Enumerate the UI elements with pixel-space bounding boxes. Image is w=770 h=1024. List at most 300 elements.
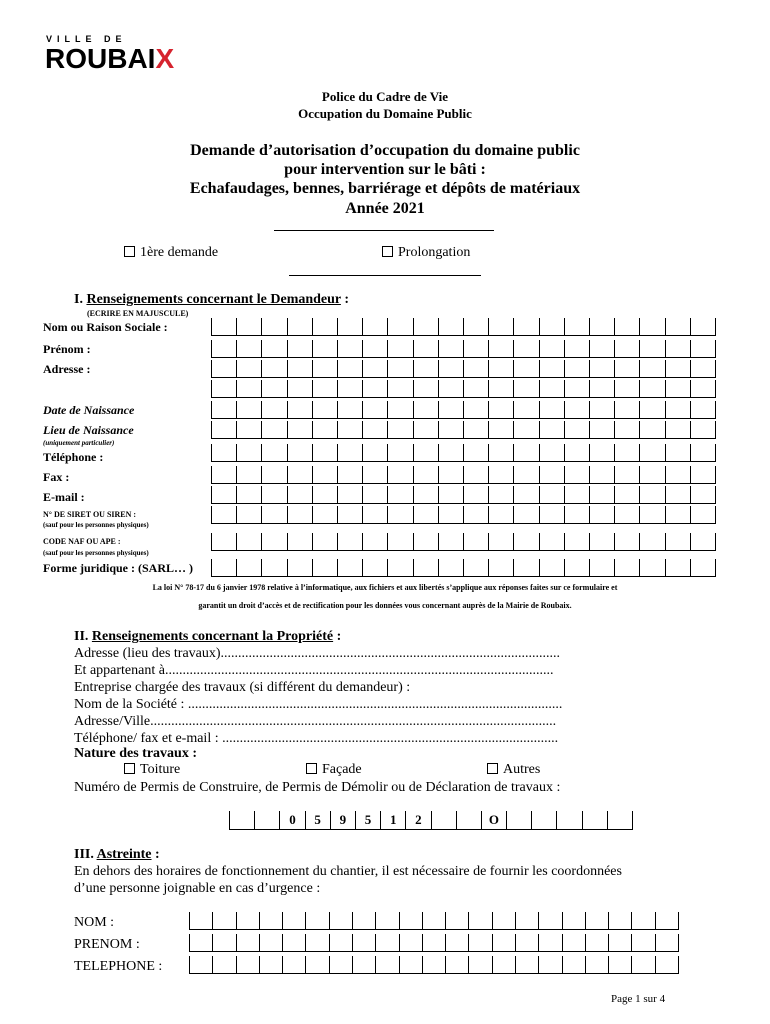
char-box: [352, 956, 375, 973]
char-box: [211, 421, 236, 438]
input-contact-telephone[interactable]: [189, 956, 679, 974]
char-box: [538, 934, 561, 951]
label-contact-prenom: PRENOM :: [74, 937, 140, 952]
char-box: [212, 934, 235, 951]
char-box: [614, 340, 639, 357]
option-roof[interactable]: [124, 762, 180, 778]
char-box: [639, 340, 664, 357]
siret-note: (sauf pour les personnes physiques): [43, 521, 149, 529]
char-box: [287, 360, 312, 377]
char-box: [690, 559, 716, 576]
label-contact-nom: NOM :: [74, 915, 115, 930]
char-box: [564, 318, 589, 335]
char-box: [413, 466, 438, 483]
char-box: [387, 421, 412, 438]
char-box: [337, 421, 362, 438]
char-box: [261, 486, 286, 503]
input-birthplace[interactable]: [211, 421, 716, 439]
logo-roubaix: [45, 44, 174, 74]
label-birthdate: Date de Naissance: [43, 403, 135, 417]
option-other[interactable]: [487, 762, 540, 778]
input-contact-prenom[interactable]: [189, 934, 679, 952]
char-box: [589, 380, 614, 397]
char-box: [445, 912, 468, 929]
char-box: [463, 340, 488, 357]
char-box: [614, 421, 639, 438]
permit-cell: 5: [305, 811, 330, 829]
char-box: [564, 380, 589, 397]
char-box: [690, 533, 716, 550]
char-box: [513, 466, 538, 483]
company-contact-line[interactable]: Téléphone/ fax et e-mail : ................................................................................................: [74, 731, 559, 746]
char-box: [665, 559, 690, 576]
char-box: [564, 466, 589, 483]
char-box: [631, 934, 654, 951]
char-box: [564, 444, 589, 461]
char-box: [589, 318, 614, 335]
char-box: [539, 401, 564, 418]
input-address-1[interactable]: [211, 360, 716, 378]
section3-heading: [74, 847, 160, 863]
char-box: [488, 559, 513, 576]
char-box: [329, 934, 352, 951]
char-box: [413, 340, 438, 357]
char-box: [513, 444, 538, 461]
char-box: [564, 360, 589, 377]
input-phone[interactable]: [211, 444, 716, 462]
char-box: [463, 360, 488, 377]
char-box: [488, 466, 513, 483]
char-box: [492, 934, 515, 951]
char-box: [690, 380, 716, 397]
char-box: [690, 401, 716, 418]
label-naf: CODE NAF OU APE :: [43, 537, 121, 546]
char-box: [488, 533, 513, 550]
char-box: [211, 360, 236, 377]
char-box: [513, 533, 538, 550]
char-box: [488, 486, 513, 503]
char-box: [189, 934, 212, 951]
char-box: [463, 401, 488, 418]
char-box: [562, 956, 585, 973]
char-box: [639, 559, 664, 576]
char-box: [488, 360, 513, 377]
company-address-line[interactable]: Adresse/Ville....................................................................................................................: [74, 714, 557, 729]
permit-cell: [556, 811, 581, 829]
char-box: [539, 421, 564, 438]
char-box: [445, 934, 468, 951]
permit-cell: [582, 811, 607, 829]
section3-suffix: :: [151, 847, 160, 862]
char-box: [513, 559, 538, 576]
char-box: [387, 444, 412, 461]
char-box: [362, 559, 387, 576]
char-box: [538, 912, 561, 929]
char-box: [488, 421, 513, 438]
char-box: [492, 956, 515, 973]
char-box: [438, 421, 463, 438]
char-box: [236, 506, 261, 523]
char-box: [562, 912, 585, 929]
char-box: [212, 956, 235, 973]
char-box: [259, 912, 282, 929]
char-box: [337, 380, 362, 397]
char-box: [312, 506, 337, 523]
char-box: [261, 559, 286, 576]
char-box: [282, 934, 305, 951]
char-box: [463, 380, 488, 397]
char-box: [211, 486, 236, 503]
birth-private-note: (uniquement particulier): [43, 439, 115, 447]
char-box: [539, 533, 564, 550]
char-box: [305, 934, 328, 951]
input-naf[interactable]: [211, 533, 716, 551]
input-address-2[interactable]: [211, 380, 716, 398]
char-box: [515, 912, 538, 929]
char-box: [211, 559, 236, 576]
char-box: [488, 444, 513, 461]
char-box: [375, 934, 398, 951]
char-box: [362, 486, 387, 503]
char-box: [614, 360, 639, 377]
char-box: [287, 506, 312, 523]
char-box: [287, 340, 312, 357]
char-box: [690, 340, 716, 357]
char-box: [362, 340, 387, 357]
char-box: [665, 318, 690, 335]
char-box: [261, 506, 286, 523]
char-box: [614, 466, 639, 483]
options-rule: [289, 275, 481, 276]
legal-notice-2: garantit un droit d’accès et de rectification pour les données vous concernant auprès de la Mairie de Roubaix.: [198, 601, 572, 610]
char-box: [614, 486, 639, 503]
char-box: [665, 466, 690, 483]
char-box: [639, 421, 664, 438]
char-box: [236, 360, 261, 377]
label-contact-telephone: TELEPHONE :: [74, 959, 163, 974]
char-box: [312, 401, 337, 418]
char-box: [562, 934, 585, 951]
input-siret[interactable]: [211, 506, 716, 524]
char-box: [422, 956, 445, 973]
char-box: [329, 956, 352, 973]
char-box: [387, 340, 412, 357]
char-box: [261, 466, 286, 483]
char-box: [445, 956, 468, 973]
char-box: [513, 380, 538, 397]
char-box: [212, 912, 235, 929]
char-box: [589, 559, 614, 576]
label-firstname: Prénom :: [43, 342, 91, 356]
char-box: [337, 486, 362, 503]
char-box: [438, 444, 463, 461]
char-box: [399, 956, 422, 973]
property-address-line[interactable]: Adresse (lieu des travaux).................................................................................................: [74, 646, 561, 661]
checkbox-first-request[interactable]: [124, 246, 135, 257]
char-box: [513, 421, 538, 438]
char-box: [352, 912, 375, 929]
char-box: [639, 444, 664, 461]
header-service: Police du Cadre de Vie: [321, 89, 449, 104]
char-box: [639, 360, 664, 377]
header-subservice: Occupation du Domaine Public: [298, 106, 472, 121]
section1-suffix: :: [340, 292, 350, 307]
char-box: [387, 318, 412, 335]
section2-prefix: II.: [74, 629, 92, 644]
char-box: [665, 533, 690, 550]
char-box: [413, 360, 438, 377]
permit-cell: [431, 811, 456, 829]
char-box: [488, 340, 513, 357]
char-box: [287, 466, 312, 483]
char-box: [282, 956, 305, 973]
char-box: [387, 360, 412, 377]
logo-roubaix-x: X: [155, 43, 175, 74]
input-fax[interactable]: [211, 466, 716, 484]
char-box: [236, 421, 261, 438]
char-box: [539, 318, 564, 335]
char-box: [211, 340, 236, 357]
input-email[interactable]: [211, 486, 716, 504]
legal-notice-1: La loi N° 78-17 du 6 janvier 1978 relative à l’informatique, aux fichiers et aux libertés s’applique aux réponses faites sur ce formulaire et: [152, 583, 618, 592]
char-box: [422, 912, 445, 929]
section2-suffix: :: [333, 629, 342, 644]
section1-prefix: I.: [74, 292, 87, 307]
char-box: [375, 956, 398, 973]
label-email: E-mail :: [43, 490, 85, 504]
char-box: [189, 912, 212, 929]
title-line-3: Echafaudages, bennes, barriérage et dépôts de matériaux: [189, 180, 581, 197]
char-box: [287, 401, 312, 418]
char-box: [236, 340, 261, 357]
section2-heading: [74, 629, 341, 645]
checkbox-extension[interactable]: [382, 246, 393, 257]
char-box: [539, 559, 564, 576]
char-box: [665, 421, 690, 438]
char-box: [236, 934, 259, 951]
char-box: [387, 466, 412, 483]
char-box: [463, 444, 488, 461]
char-box: [387, 533, 412, 550]
char-box: [312, 340, 337, 357]
char-box: [236, 559, 261, 576]
char-box: [387, 486, 412, 503]
label-name: Nom ou Raison Sociale :: [43, 320, 168, 334]
char-box: [463, 421, 488, 438]
char-box: [261, 380, 286, 397]
char-box: [352, 934, 375, 951]
char-box: [413, 401, 438, 418]
char-box: [690, 506, 716, 523]
char-box: [236, 533, 261, 550]
char-box: [665, 401, 690, 418]
char-box: [564, 559, 589, 576]
char-box: [259, 956, 282, 973]
company-name-line[interactable]: Nom de la Société : ...........................................................................................................: [74, 697, 563, 712]
char-box: [488, 506, 513, 523]
option-extension[interactable]: [382, 245, 470, 261]
char-box: [211, 401, 236, 418]
char-box: [413, 318, 438, 335]
char-box: [387, 401, 412, 418]
label-birthplace: Lieu de Naissance: [43, 423, 134, 437]
char-box: [513, 360, 538, 377]
char-box: [211, 444, 236, 461]
char-box: [362, 466, 387, 483]
char-box: [211, 533, 236, 550]
logo-roubaix-text: ROUBAI: [45, 43, 156, 74]
char-box: [312, 360, 337, 377]
char-box: [463, 318, 488, 335]
char-box: [589, 466, 614, 483]
checkbox-other[interactable]: [487, 763, 498, 774]
permit-cell: [456, 811, 481, 829]
title-line-2: pour intervention sur le bâti :: [284, 161, 486, 178]
page-number: Page 1 sur 4: [611, 993, 666, 1005]
input-birthdate[interactable]: [211, 401, 716, 419]
char-box: [665, 506, 690, 523]
permit-cell: 5: [355, 811, 380, 829]
char-box: [564, 421, 589, 438]
char-box: [261, 421, 286, 438]
checkbox-roof[interactable]: [124, 763, 135, 774]
char-box: [614, 444, 639, 461]
char-box: [362, 401, 387, 418]
char-box: [362, 444, 387, 461]
char-box: [236, 444, 261, 461]
char-box: [665, 380, 690, 397]
label-fax: Fax :: [43, 470, 70, 484]
option-extension-label: Prolongation: [398, 245, 471, 260]
char-box: [438, 466, 463, 483]
char-box: [236, 912, 259, 929]
char-box: [539, 444, 564, 461]
char-box: [287, 318, 312, 335]
option-facade[interactable]: [306, 762, 362, 778]
char-box: [639, 533, 664, 550]
char-box: [287, 559, 312, 576]
permit-cell: 1: [380, 811, 405, 829]
input-contact-nom[interactable]: [189, 912, 679, 930]
input-firstname[interactable]: [211, 340, 716, 358]
char-box: [305, 956, 328, 973]
char-box: [438, 380, 463, 397]
char-box: [513, 486, 538, 503]
char-box: [589, 360, 614, 377]
char-box: [639, 486, 664, 503]
char-box: [665, 340, 690, 357]
char-box: [614, 380, 639, 397]
char-box: [337, 401, 362, 418]
char-box: [438, 340, 463, 357]
char-box: [513, 340, 538, 357]
char-box: [639, 318, 664, 335]
char-box: [438, 559, 463, 576]
property-owner-line[interactable]: Et appartenant à...............................................................................................................: [74, 663, 554, 678]
char-box: [614, 506, 639, 523]
input-name[interactable]: [211, 318, 716, 336]
char-box: [589, 401, 614, 418]
char-box: [312, 444, 337, 461]
char-box: [488, 318, 513, 335]
permit-cell: 9: [330, 811, 355, 829]
char-box: [422, 934, 445, 951]
char-box: [539, 486, 564, 503]
char-box: [261, 444, 286, 461]
char-box: [614, 401, 639, 418]
char-box: [236, 486, 261, 503]
char-box: [589, 421, 614, 438]
char-box: [287, 533, 312, 550]
char-box: [236, 956, 259, 973]
char-box: [399, 912, 422, 929]
char-box: [312, 466, 337, 483]
char-box: [690, 360, 716, 377]
char-box: [463, 533, 488, 550]
char-box: [413, 559, 438, 576]
char-box: [488, 401, 513, 418]
char-box: [614, 533, 639, 550]
char-box: [413, 444, 438, 461]
char-box: [312, 486, 337, 503]
char-box: [189, 956, 212, 973]
char-box: [337, 340, 362, 357]
label-legal-form: Forme juridique : (SARL… ): [43, 561, 193, 575]
char-box: [413, 486, 438, 503]
char-box: [312, 318, 337, 335]
char-box: [631, 912, 654, 929]
char-box: [413, 380, 438, 397]
char-box: [438, 318, 463, 335]
char-box: [608, 912, 631, 929]
char-box: [337, 466, 362, 483]
char-box: [387, 559, 412, 576]
char-box: [564, 340, 589, 357]
permit-cell: 0: [279, 811, 304, 829]
char-box: [413, 421, 438, 438]
title-rule: [274, 230, 494, 231]
char-box: [305, 912, 328, 929]
char-box: [585, 934, 608, 951]
char-box: [287, 421, 312, 438]
char-box: [236, 318, 261, 335]
char-box: [261, 340, 286, 357]
char-box: [639, 466, 664, 483]
char-box: [639, 401, 664, 418]
char-box: [399, 934, 422, 951]
char-box: [655, 956, 679, 973]
char-box: [513, 318, 538, 335]
section1-title: Renseignements concernant le Demandeur: [86, 292, 341, 307]
label-address: Adresse :: [43, 362, 91, 376]
char-box: [236, 466, 261, 483]
char-box: [589, 533, 614, 550]
char-box: [463, 559, 488, 576]
char-box: [261, 318, 286, 335]
checkbox-facade[interactable]: [306, 763, 317, 774]
char-box: [639, 380, 664, 397]
char-box: [564, 506, 589, 523]
permit-cell: [254, 811, 279, 829]
input-legal-form[interactable]: [211, 559, 716, 577]
char-box: [690, 466, 716, 483]
option-first-request-label: 1ère demande: [140, 245, 219, 260]
permit-number-input[interactable]: [229, 811, 633, 830]
char-box: [468, 956, 491, 973]
option-first-request[interactable]: [124, 245, 218, 261]
char-box: [438, 401, 463, 418]
char-box: [468, 934, 491, 951]
